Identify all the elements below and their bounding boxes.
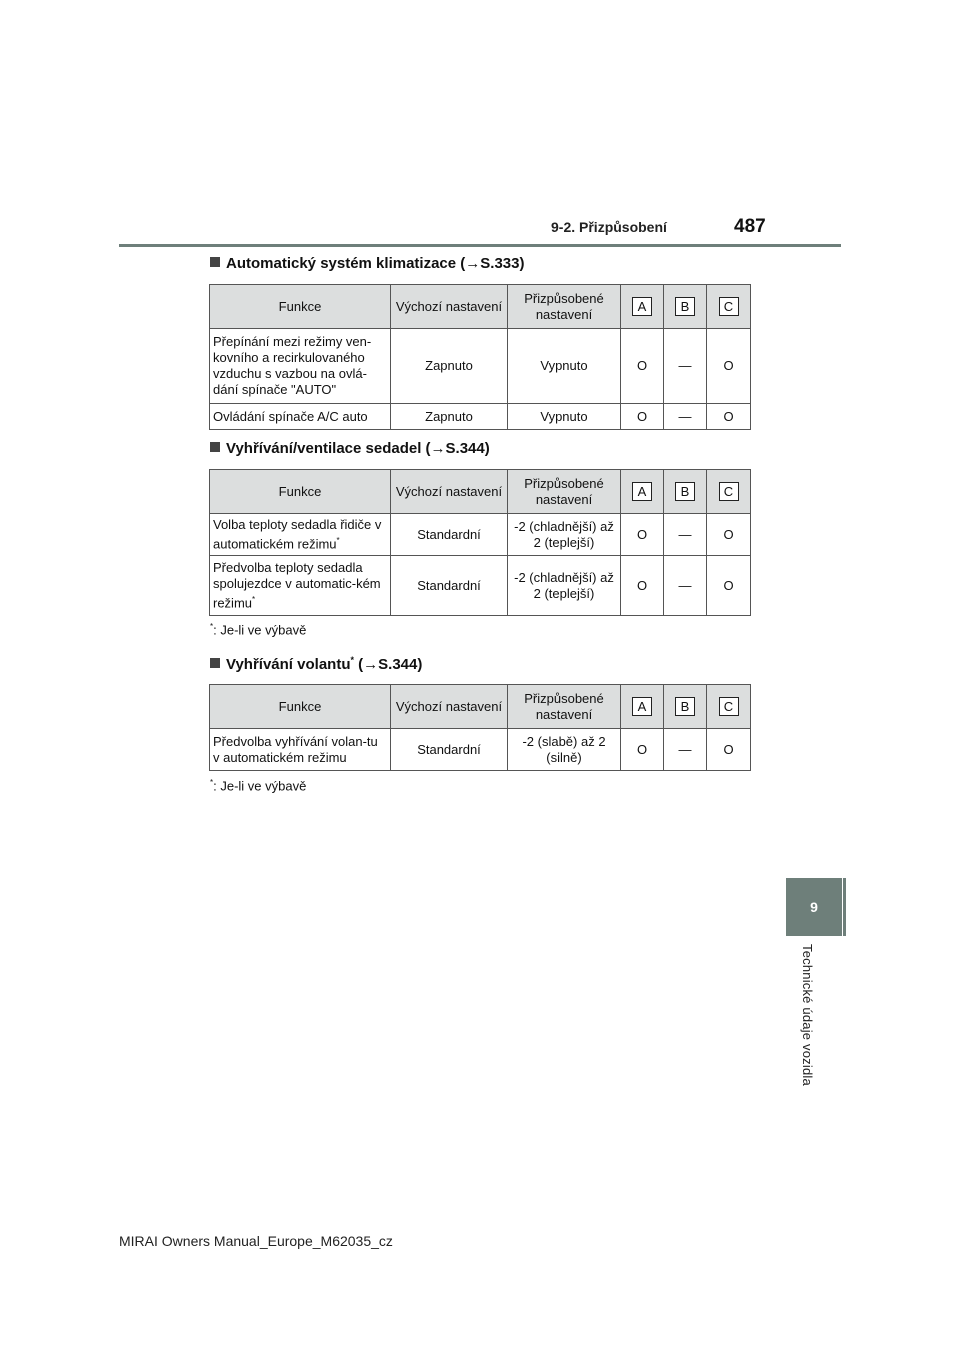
table-climate (209, 284, 751, 430)
table-header-row (210, 470, 751, 514)
table-row (210, 729, 751, 771)
bullet-square-icon (210, 257, 220, 267)
footnote-marker: * (336, 535, 340, 545)
footer-manual-id: MIRAI Owners Manual_Europe_M62035_cz (119, 1233, 393, 1249)
cell-c: O (707, 514, 751, 556)
bullet-square-icon (210, 658, 220, 668)
cell-default: Standardní (391, 729, 508, 771)
label-a-box: A (632, 697, 652, 716)
cell-c: O (707, 729, 751, 771)
page-number: 487 (734, 216, 766, 237)
col-header-custom: Přizpůsobené nastavení (508, 470, 621, 514)
label-b-box: B (675, 297, 695, 316)
cell-b: — (664, 404, 707, 430)
cell-custom: -2 (slabě) až 2 (silně) (508, 729, 621, 771)
header-rule (119, 244, 841, 247)
col-header-funkce: Funkce (210, 285, 391, 329)
arrow-right-icon: → (430, 440, 446, 457)
table-header-row (210, 285, 751, 329)
chapter-side-title: Technické údaje vozidla (800, 944, 815, 1086)
cell-b: — (664, 729, 707, 771)
cell-custom: -2 (chladnější) až 2 (teplejší) (508, 556, 621, 616)
cell-a: O (621, 729, 664, 771)
col-header-funkce: Funkce (210, 685, 391, 729)
cell-funkce: Přepínání mezi režimy ven-kovního a recirkulovaného vzduchu s vazbou na ovlá-dání spínače "AUTO" (210, 329, 391, 404)
section-title-climate: Automatický systém klimatizace (→S.333) (210, 255, 524, 272)
col-header-c (707, 285, 751, 329)
col-header-b (664, 285, 707, 329)
arrow-right-icon: → (363, 656, 379, 673)
cell-custom: Vypnuto (508, 329, 621, 404)
footnote: *: Je-li ve výbavě (210, 778, 307, 794)
cell-c: O (707, 556, 751, 616)
chapter-tab-edge (843, 878, 846, 936)
cell-default: Zapnuto (391, 404, 508, 430)
chapter-tab: 9 (786, 878, 842, 936)
label-c-box: C (719, 297, 739, 316)
cell-c: O (707, 329, 751, 404)
label-c-box: C (719, 482, 739, 501)
cell-default: Standardní (391, 514, 508, 556)
section-title-seat-heating: Vyhřívání/ventilace sedadel (→S.344) (210, 440, 490, 457)
col-header-b (664, 685, 707, 729)
cell-custom: Vypnuto (508, 404, 621, 430)
table-row (210, 556, 751, 616)
col-header-c (707, 685, 751, 729)
label-a-box: A (632, 297, 652, 316)
table-steering-heating (209, 684, 751, 771)
cell-default: Standardní (391, 556, 508, 616)
label-a-box: A (632, 482, 652, 501)
cell-custom: -2 (chladnější) až 2 (teplejší) (508, 514, 621, 556)
cell-a: O (621, 556, 664, 616)
col-header-b (664, 470, 707, 514)
table-seat-heating (209, 469, 751, 616)
col-header-c (707, 470, 751, 514)
col-header-default: Výchozí nastavení (391, 470, 508, 514)
header-section-title: 9-2. Přizpůsobení (551, 219, 667, 235)
cell-b: — (664, 556, 707, 616)
cell-funkce: Ovládání spínače A/C auto (210, 404, 391, 430)
cell-b: — (664, 514, 707, 556)
cell-a: O (621, 514, 664, 556)
footnote: *: Je-li ve výbavě (210, 622, 307, 638)
table-header-row (210, 685, 751, 729)
cell-a: O (621, 329, 664, 404)
col-header-custom: Přizpůsobené nastavení (508, 285, 621, 329)
col-header-default: Výchozí nastavení (391, 285, 508, 329)
col-header-custom: Přizpůsobené nastavení (508, 685, 621, 729)
col-header-funkce: Funkce (210, 470, 391, 514)
footnote-marker: * (350, 655, 354, 665)
cell-a: O (621, 404, 664, 430)
cell-b: — (664, 329, 707, 404)
label-c-box: C (719, 697, 739, 716)
cell-funkce: Předvolba vyhřívání volan-tu v automatickém režimu (210, 729, 391, 771)
cell-funkce: Předvolba teploty sedadla spolujezdce v automatic-kém režimu* (210, 556, 391, 616)
table-row (210, 329, 751, 404)
table-row (210, 404, 751, 430)
col-header-default: Výchozí nastavení (391, 685, 508, 729)
table-row (210, 514, 751, 556)
cell-default: Zapnuto (391, 329, 508, 404)
label-b-box: B (675, 697, 695, 716)
label-b-box: B (675, 482, 695, 501)
cell-c: O (707, 404, 751, 430)
footnote-marker: * (252, 594, 256, 604)
cell-funkce: Volba teploty sedadla řidiče v automatickém režimu* (210, 514, 391, 556)
col-header-a (621, 470, 664, 514)
bullet-square-icon (210, 442, 220, 452)
arrow-right-icon: → (465, 255, 481, 272)
col-header-a (621, 285, 664, 329)
col-header-a (621, 685, 664, 729)
section-title-steering-heating: Vyhřívání volantu* (→S.344) (210, 655, 422, 673)
